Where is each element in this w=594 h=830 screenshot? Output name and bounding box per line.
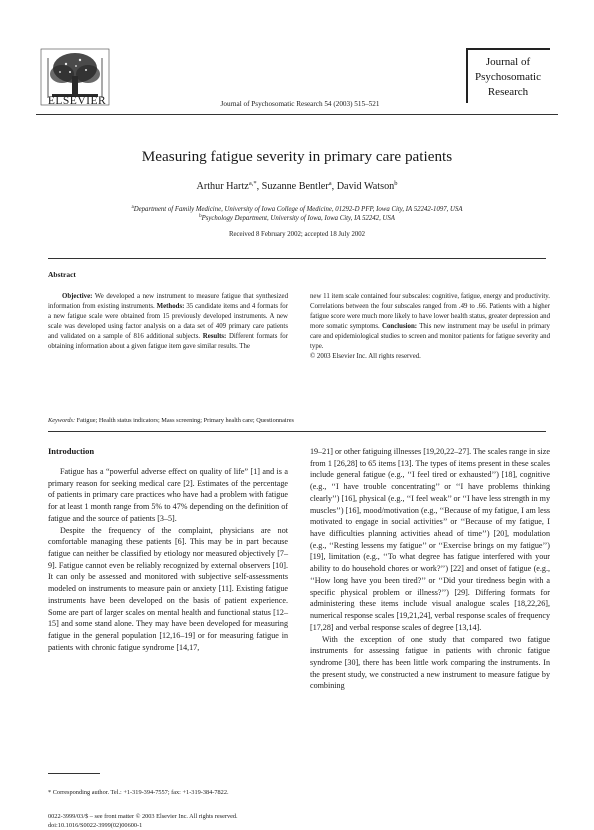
affiliation-text: Psychology Department, University of Iowa, Iowa City, IA 52242, USA <box>201 215 395 222</box>
issn-doi-block <box>48 812 238 830</box>
abstract-heading: Abstract <box>48 270 76 279</box>
author-separator: , <box>256 181 262 192</box>
elsevier-wordmark: ELSEVIER <box>47 95 107 107</box>
journal-logo-line-2: Psychosomatic <box>475 71 541 83</box>
author-name: Arthur Hartz <box>196 181 249 192</box>
body-paragraph: With the exception of one study that compared two fatigue instruments for assessing fatigue in patients with chronic fatigue syndrome [30], there has been little work comparing the instruments. In the present study, we constructed a new instrument to measure fatigue by combining <box>310 634 550 691</box>
abstract-top-rule <box>48 258 546 259</box>
journal-citation: Journal of Psychosomatic Research 54 (2003) 515–521 <box>220 100 380 108</box>
author-affil-mark: a <box>328 180 332 187</box>
journal-logo-line-3: Research <box>487 86 529 98</box>
abstract-conclusion-label: Conclusion: <box>382 322 418 330</box>
author-affil-mark: b <box>394 180 398 187</box>
abstract-left-column <box>48 292 288 352</box>
abstract-objective-label: Objective: <box>62 293 93 300</box>
body-paragraph: Despite the frequency of the complaint, physicians are not comfortable managing these patients [6]. This may be in part because fatigue can neither be classified by etiology nor measured objectively [7–9]. Fatigue cannot even be reliably recognized by external observers [10]. It can only be assessed and monitored with subjective self-assessments modeled on instruments to measure pain or anxiety [11]. Existing fatigue instruments have been developed on the basis of patient experience. Some are part of larger scales on mental health and functional status [12–15] and some stand alone. They may have been developed for measuring fatigue in the general population [12,16–19] or for measuring fatigue in patients with chronic fatigue syndrome [14,17, <box>48 525 288 652</box>
affiliation-text: Department of Family Medicine, University of Iowa College of Medicine, 01292-D PFP, Iowa City, IA 52242-1097, USA <box>133 206 463 213</box>
journal-logo-line-1: Journal of <box>485 56 531 68</box>
body-paragraph: 19–21] or other fatiguing illnesses [19,20,22–27]. The scales range in size from 1 [26,28] to 65 items [13]. The types of items present in these scales include general fatigue (e.g., ‘‘I feel tired or exhausted’’) [18], cognitive (e.g., ‘‘I have trouble concentrating’’ or ‘‘I have problems thinking clearly’’) [16], physical (e.g., ‘‘I feel weak’’ or ‘‘I have less strength in my muscles’’) [16], mood/motivation (e.g., ‘‘Because of my fatigue, I am less motivated to engage in social activities’’ or ‘‘Because of my fatigue, I have difficulties planning activities ahead of time’’) [20], modulation (e.g., ‘‘Resting lessens my fatigue’’ or ‘‘Exercise brings on my fatigue’’) [19], limitation (e.g., ‘‘To what degree has fatigue interfered with your ability to do household chores or work?’’) [22] and onset of fatigue (e.g., ‘‘How long have you been tired?’’ or ‘‘Did your tiredness begin with a specific physical problem or illness?’’) [29]. Differing formats for administering these items include visual analogue scales [18,22,26], numerical response scales [19,21,24], verbal response scales of frequency [17,28] and verbal response scales of degree [13,14]. <box>310 447 550 632</box>
keywords-list: Fatigue; Health status indicators; Mass screening; Primary health care; Questionnaires <box>75 417 294 424</box>
journal-logo <box>466 48 550 103</box>
abstract-methods-label: Methods: <box>156 302 185 310</box>
doi-line: doi:10.1016/S0022-3999(02)00600-1 <box>48 822 143 829</box>
footnote-rule <box>48 773 100 774</box>
body-left-column <box>48 466 288 654</box>
abstract-objective-text: We developed a new instrument to measure fatigue that synthesized information from existing instruments. <box>48 293 288 310</box>
author-name: David Watson <box>336 181 395 192</box>
body-right-column <box>310 446 550 692</box>
author-affil-mark: a,* <box>248 180 257 187</box>
keywords-label: Keywords: <box>48 417 76 424</box>
author-separator: , <box>331 181 337 192</box>
author-name: Suzanne Bentler <box>261 181 329 192</box>
abstract-results-label: Results: <box>202 332 227 340</box>
affiliation <box>36 205 558 213</box>
author-list <box>36 180 558 192</box>
affiliation-mark: b <box>199 214 202 219</box>
abstract-bottom-rule <box>48 431 546 432</box>
body-paragraph: Fatigue has a “powerful adverse effect on quality of life” [1] and is a primary reason for seeking medical care [2]. Estimates of the percentage of patients in primary care practices who have had a problem with fatigue for at least 1 month range from 5% to 47% depending on the definition of fatigue and the source of patients [3–5]. <box>48 467 288 523</box>
header-rule <box>36 114 558 115</box>
abstract-results-text: Different formats for obtaining information about a given fatigue item gave similar results. The <box>48 332 288 350</box>
affiliation-mark: a <box>131 205 134 210</box>
corresponding-author-footnote: * Corresponding author. Tel.: +1-319-394-7557; fax: +1-319-384-7822. <box>48 789 229 796</box>
keywords-line <box>48 417 546 424</box>
abstract-copyright: © 2003 Elsevier Inc. All rights reserved. <box>310 352 421 360</box>
received-dates: Received 8 February 2002; accepted 18 July 2002 <box>228 231 366 238</box>
section-heading-introduction: Introduction <box>48 446 95 456</box>
affiliation <box>36 214 558 222</box>
abstract-right-column <box>310 292 550 362</box>
abstract-results-continued: new 11 item scale contained four subscales: cognitive, fatigue, energy and productivity. Correlations between the four subscales ranged from .49 to .66. Patients with a higher fatigue score were much more likely to have lower health status, greater depression and more somatic symptoms. <box>310 293 550 330</box>
issn-line: 0022-3999/03/$ – see front matter © 2003 Elsevier Inc. All rights reserved. <box>48 813 238 820</box>
abstract-methods-text: 35 candidate items and 4 formats for a new fatigue scale were obtained from 15 previously developed instruments. A new scale was developed using factor analysis on a data set of 409 primary care patients and validated on a sample of 816 additional subjects. <box>48 302 288 340</box>
article-title: Measuring fatigue severity in primary care patients <box>141 148 453 165</box>
abstract-conclusion-text: This new instrument may be useful in primary care and epidemiological studies to screen and monitor patients for fatigue severity and type. <box>310 322 550 350</box>
